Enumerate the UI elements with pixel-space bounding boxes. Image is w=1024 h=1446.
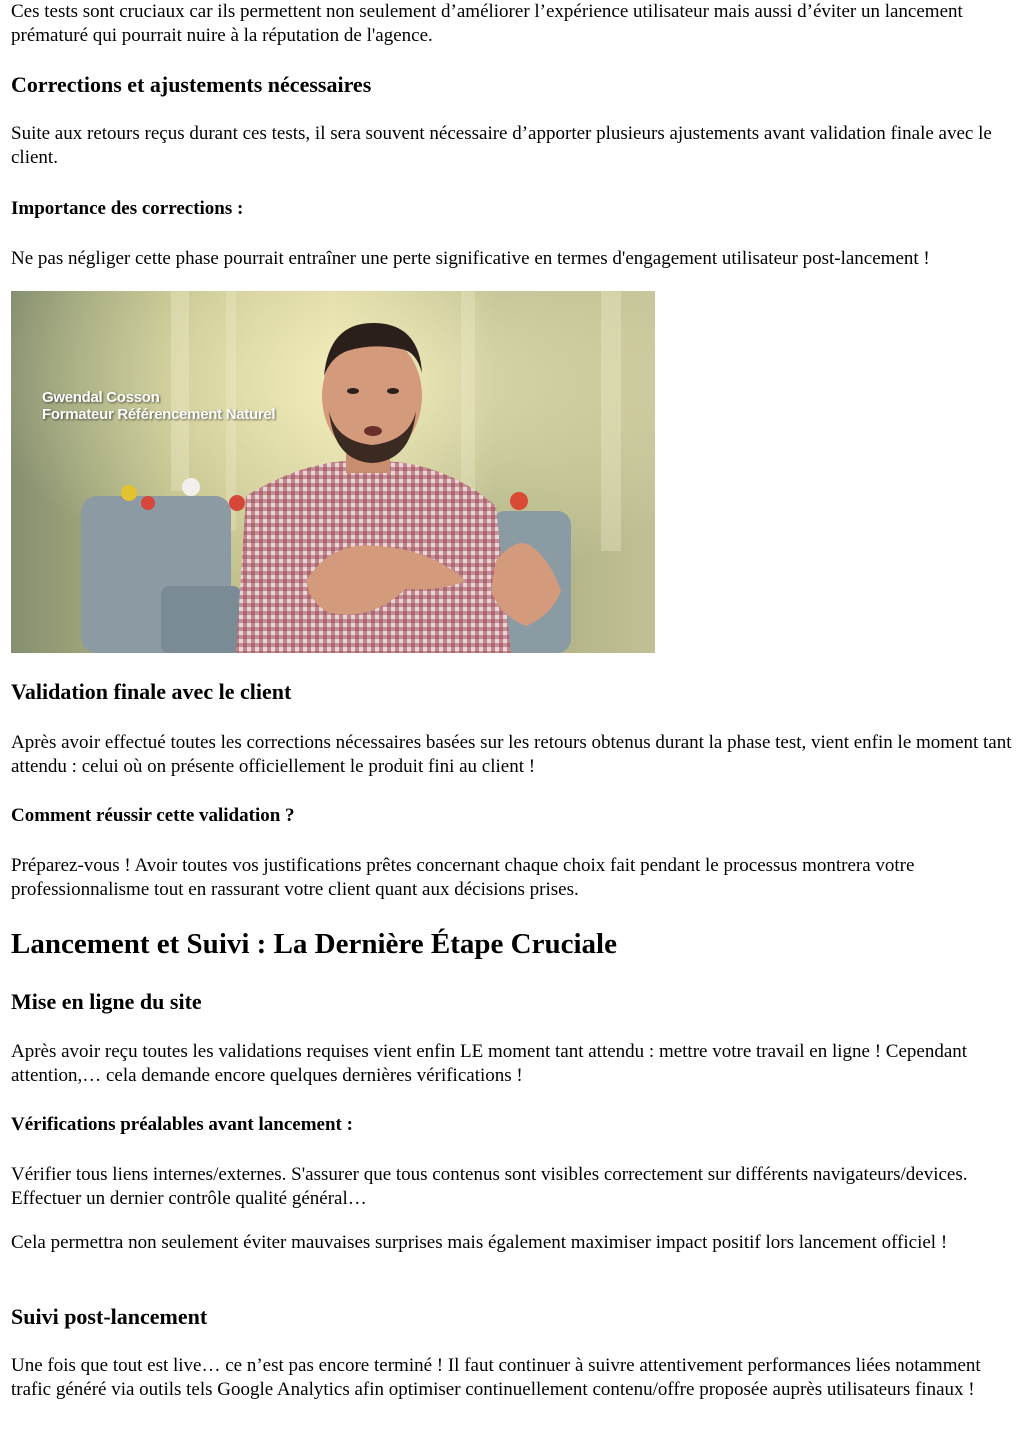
validation-subheading: Comment réussir cette validation ? bbox=[11, 805, 295, 826]
corrections-subheading: Importance des corrections : bbox=[11, 198, 244, 219]
trainer-scene-illustration bbox=[11, 291, 655, 653]
launch-heading: Lancement et Suivi : La Dernière Étape Cruciale bbox=[11, 928, 617, 960]
video-caption-role: Formateur Référencement Naturel bbox=[42, 406, 276, 423]
followup-heading: Suivi post-lancement bbox=[11, 1304, 208, 1329]
online-heading: Mise en ligne du site bbox=[11, 989, 202, 1014]
corrections-subparagraph: Ne pas négliger cette phase pourrait entraîner une perte significative en termes d'engagement utilisateur post-lancement ! bbox=[11, 248, 930, 269]
corrections-heading: Corrections et ajustements nécessaires bbox=[11, 72, 372, 97]
validation-paragraph: Après avoir effectué toutes les corrections nécessaires basées sur les retours obtenus durant la phase test, vient enfin le moment tant attendu : celui où on présente officiellement le produit fini au client ! bbox=[11, 732, 1012, 777]
video-caption-name: Gwendal Cosson bbox=[42, 389, 160, 406]
followup-paragraph: Une fois que tout est live… ce n’est pas encore terminé ! Il faut continuer à suivre attentivement performances liées notamment trafic généré via outils tels Google Analytics afin optimiser continuellement contenu/offre proposée auprès utilisateurs finaux ! bbox=[11, 1355, 981, 1400]
checks-result-paragraph: Cela permettra non seulement éviter mauvaises surprises mais également maximiser impact positif lors lancement officiel ! bbox=[11, 1232, 948, 1253]
online-paragraph: Après avoir reçu toutes les validations requises vient enfin LE moment tant attendu : mettre votre travail en ligne ! Cependant attention,… cela demande encore quelques dernières vérifications ! bbox=[11, 1041, 968, 1086]
trainer-video-still[interactable] bbox=[11, 291, 655, 653]
checks-heading: Vérifications préalables avant lancement : bbox=[11, 1114, 353, 1135]
checks-paragraph: Vérifier tous liens internes/externes. S'assurer que tous contenus sont visibles correctement sur différents navigateurs/devices. Effectuer un dernier contrôle qualité général… bbox=[11, 1164, 968, 1209]
intro-paragraph: Ces tests sont cruciaux car ils permettent non seulement d’améliorer l’expérience utilisateur mais aussi d’éviter un lancement prématuré qui pourrait nuire à la réputation de l'agence. bbox=[11, 1, 963, 46]
validation-subparagraph: Préparez-vous ! Avoir toutes vos justifications prêtes concernant chaque choix fait pendant le processus montrera votre professionnalisme tout en rassurant votre client quant aux décisions prises. bbox=[11, 855, 915, 900]
validation-heading: Validation finale avec le client bbox=[11, 679, 292, 704]
corrections-paragraph: Suite aux retours reçus durant ces tests, il sera souvent nécessaire d’apporter plusieurs ajustements avant validation finale avec le client. bbox=[11, 123, 992, 168]
